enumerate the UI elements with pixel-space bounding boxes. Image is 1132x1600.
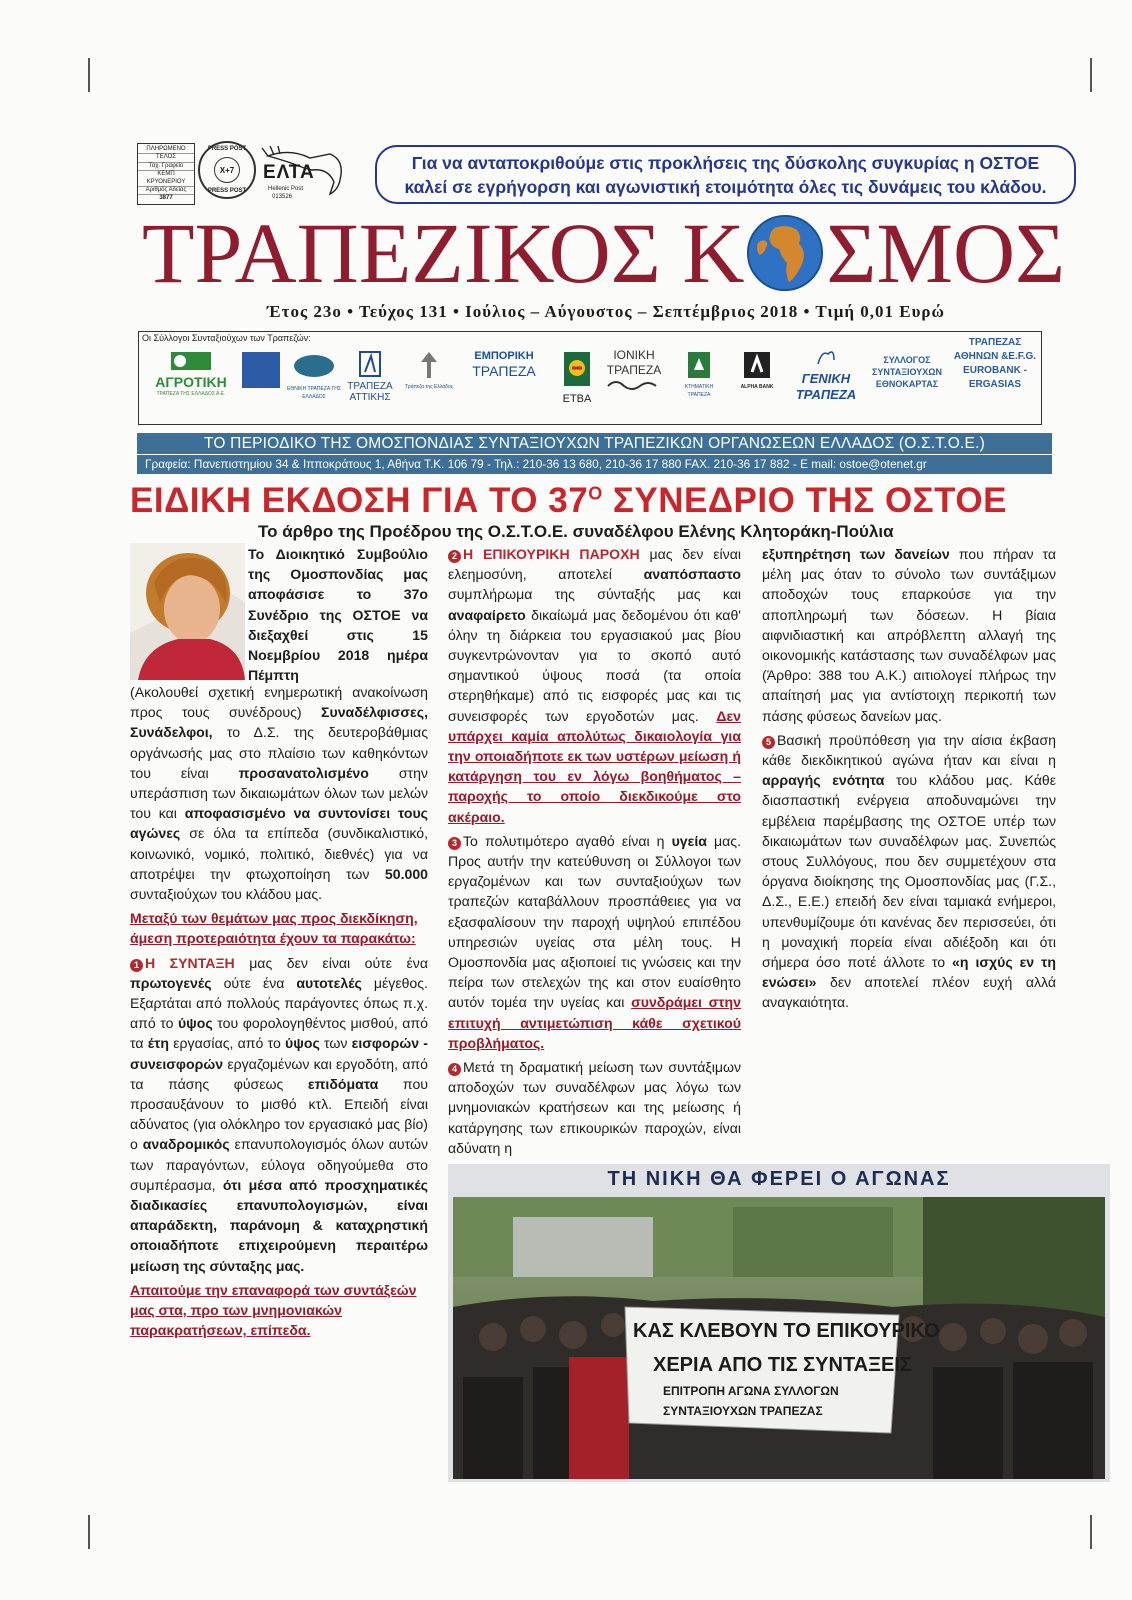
logo-ethnokarta (869, 354, 945, 390)
ktimatiki-icon (686, 350, 712, 380)
unions-caption: Οι Σύλλογοι Συνταξιούχων των Τραπεζών: (142, 333, 311, 343)
banner-text: ΕΠΙΤΡΟΠΗ ΑΓΩΝΑ ΣΥΛΛΟΓΩΝ (663, 1384, 839, 1398)
article-column-3 (762, 544, 1056, 1017)
logo-sub: ΤΡΑΠΕΖΑ (795, 387, 857, 402)
unions-logo-strip (138, 331, 1042, 425)
priority-heading: Μεταξύ των θεμάτων μας προς διεκδίκηση, άμεση προτεραιότητα έχουν τα παρακάτω: (130, 910, 418, 947)
logo-sub: ΚΤΗΜΑΤΙΚΗ ΤΡΑΠΕΖΑ (684, 384, 714, 398)
address-bar: Γραφεία: Πανεπιστημίου 34 & Ιπποκράτους 1, Αθήνα Τ.Κ. 106 79 - Τηλ.: 210-36 13 680, 210-36 17 880 FAX. 210-36 17 882 - E mail: ostoe@otenet.gr (137, 455, 1052, 474)
masthead (142, 205, 1066, 301)
number-3-icon: 3 (448, 837, 461, 850)
press-post-bottom: PRESS POST (207, 188, 247, 194)
logo-etva (557, 350, 597, 405)
logo-bank-of-greece (399, 350, 459, 391)
text-run: υγεία (671, 832, 707, 849)
text-run: δικαίωμά μας δεδομένου ότι καθ' όλην τη διάρκεια του εργασιακού μας βίου συγκεντρώνονταν για το σκοπό αυτό σημαντικού ύψους ποσά (τα οποία στερηθήκαμε) από τις εισφορές μας και τις συνεισφορές των εργοδοτών μας. (448, 606, 741, 724)
text-run: αυτοτελές (296, 974, 362, 991)
text-run: που πήραν τα μέλη μας όταν το σύνολο των συντάξιμων αποδοχών τους επαρκούσε για την αποπληρωμή των δόσεων. Η βίαια αιφνιδιαστική και απρόβλεπτη αλλαγή της οικονομικής κατάστασης των συναδέλφων μας (Άρθρο: 388 του Α.Κ.) αιτιολογεί πλήρως την απαίτησή μας για αντίστοιχη περικοπή των πάσης φύσεως δανείων μας. (762, 546, 1057, 724)
logo-title: ΕΜΠΟΡΙΚΗ (474, 350, 534, 362)
logo-ktimatiki (675, 350, 723, 399)
article-column-1-intro (248, 544, 428, 689)
logo-sub: ΤΡΑΠΕΖΑ ΤΗΣ ΕΛΛΑΔΟΣ Α.Ε. (156, 391, 226, 397)
intro-rest: (Ακολουθεί σχετική ενημερωτική ανακοίνωση προς τους συνέδρους) (130, 684, 428, 721)
logo-sub: ΤΡΑΠΕΖΑ (472, 363, 536, 379)
agrotiki-icon (171, 350, 211, 372)
stamp-line: 3877 (159, 195, 173, 202)
crop-mark (1090, 58, 1092, 92)
section-4-text: Μετά τη δραματική μείωση των συντάξιμων αποδοχών των συναδέλφων μας λόγω των μνημονιακών κρατήσεων και της μείωσης ή κατάργησης των επικουρικών παροχών, είναι αδύνατη η (448, 1059, 741, 1156)
masthead-part2: ΣΜΟΣ (826, 205, 1066, 301)
section-2-heading: Η ΕΠΙΚΟΥΡΙΚΗ ΠΑΡΟΧΗ (463, 546, 640, 562)
number-1-icon: 1 (130, 959, 143, 972)
logo-title: ΑΓΡΟΤΙΚΗ (155, 374, 227, 390)
logo-bank-2 (236, 350, 286, 393)
text-run: αρραγής ενότητα (762, 772, 885, 789)
text-run: αναφαίρετο (448, 606, 526, 623)
crop-mark (88, 58, 90, 92)
text-run: «η ισχύς εν τη ενώσει» (762, 954, 1056, 991)
text-run: Το πολυτιμότερο αγαθό είναι η (463, 832, 672, 849)
text-run: Βασική προϋπόθεση για την αίσια έκβαση κάθε διεκδικητικού αγώνα ήταν και είναι η (762, 731, 1056, 769)
article-byline: Το άρθρο της Προέδρου της Ο.Σ.Τ.Ο.Ε. συναδέλφου Ελένης Κλητοράκη-Πούλια (258, 522, 894, 541)
banner-line: Για να ανταποκριθούμε στις προκλήσεις της δύσκολης συγκυρίας η ΟΣΤΟΕ (411, 152, 1040, 173)
logo-title: ΓΕΝΙΚΗ (801, 371, 851, 386)
elta-code: 013526 (272, 194, 293, 200)
logo-alpha-bank (735, 350, 779, 391)
text-run: ούτε ένα (211, 974, 297, 991)
crop-mark (88, 1515, 90, 1549)
text-run: αναπόσπαστο (643, 566, 741, 583)
attiki-icon (357, 350, 383, 378)
text-run: μας. Προς αυτήν την κατεύθυνση οι Σύλλογοι των εργαζομένων και των συνταξιούχων των τραπεζών καταβάλλουν προσπάθειες για να εξασφαλίσουν την παροχή υψηλού επιπέδου υπηρεσιών υγείας στα μέλη τους. Η Ομοσπονδία μας αξιοποιεί τις γνώσεις και την πείρα των στελεχών της και στον ευαίσθητο αυτόν τομέα την υγείας και (448, 832, 741, 1011)
masthead-part1: ΤΡΑΠΕΖΙΚΟΣ Κ (142, 205, 745, 301)
stamp-line: Αριθμός Αδείας (138, 187, 194, 195)
headline-pre: ΕΙΔΙΚΗ ΕΚΔΟΣΗ ΓΙΑ ΤΟ 37 (130, 481, 589, 520)
elta-sub: Hellenic Post (268, 186, 304, 192)
text-run: που προσαυξάνουν το μισθό κτλ. Επειδή είναι αδύνατος (για ολόκληρο τον εργασιακό μας βίο) ο (130, 1075, 428, 1153)
logo-sub: ΤΡΑΠΕΖΑ (606, 363, 662, 377)
text-run: αναδρομικός (142, 1136, 230, 1153)
greeting: Συναδέλφισσες, Συνάδελφοι, (130, 704, 428, 741)
stamp-line: ΚΕΜΠ ΚΡΥΟΝΕΡΙΟΥ (138, 171, 194, 187)
text-run: εργαζομένων και εργοδότη, από τα πάσης φύσεως (130, 1055, 428, 1092)
text-run: των (319, 1035, 352, 1052)
logo-sub: ΕΘΝΙΚΗ ΤΡΑΠΕΖΑ ΤΗΣ ΕΛΛΑΔΟΣ (287, 386, 341, 400)
text-run: ότι μέσα από προσχηματικές διαδικασίες επανυπολογισμών, είναι απαράδεκτη, παράνομη & καταχρηστική οποιαδήποτε επιχειρούμενη περαιτέρω μείωση της σύνταξης μας. (130, 1176, 429, 1274)
elta-logo (260, 146, 360, 206)
text-run: σε όλα τα επίπεδα (συνδικαλιστικό, κοινωνικό, νομικό, πολιτικό, διεθνές) για να αποτρέψει την φτωχοποίηση των (130, 825, 428, 882)
bank-square-icon (238, 350, 284, 390)
top-banner (375, 145, 1076, 204)
press-post-seal (198, 141, 256, 199)
text-run: μας δεν είναι ελεημοσύνη, αποτελεί (448, 546, 741, 583)
elta-name: ΕΛΤΑ (263, 162, 315, 183)
banner-text: ΣΥΝΤΑΞΙΟΥΧΩΝ ΤΡΑΠΕΖΑΣ (663, 1404, 823, 1418)
banner-text: ΚΑΣ ΚΛΕΒΟΥΝ ΤΟ ΕΠΙΚΟΥΡΙΚΟ (633, 1320, 940, 1342)
issue-line: Έτος 23ο • Τεύχος 131 • Ιούλιος – Αύγουστος – Σεπτέμβριος 2018 • Τιμή 0,01 Ευρώ (267, 302, 945, 321)
article-column-2 (448, 544, 741, 1162)
text-run: προσανατολισμένο (238, 764, 369, 781)
logo-title: ΙΟΝΙΚΗ (613, 348, 655, 362)
logo-sub: Τράπεζα της Ελλάδος (404, 384, 454, 390)
president-portrait-photo (130, 543, 245, 680)
text-run: πρωτογενές (130, 974, 212, 991)
text-run: το Δ.Σ. της δευτεροβάθμιας οργάνωσής μας στο πλαίσιο των καθηκόντων του είναι (130, 724, 428, 781)
text-run: ύψος (177, 1015, 213, 1032)
section-1-demand: Απαιτούμε την επαναφορά των συντάξεών μας στα, προ των μνημονιακών παρακρατήσεων, επίπεδα. (130, 1281, 417, 1339)
wave-icon (604, 378, 664, 392)
protest-photo (453, 1197, 1105, 1479)
press-post-center: X+7 (214, 157, 240, 183)
text-run: δεν αποτελεί πλέον ευχή αλλά αναγκαιότητα. (762, 974, 1056, 1011)
text-run: ύψος (285, 1035, 320, 1052)
text-run: εργασίας, από το (169, 1035, 286, 1052)
section-2-emphasis: Δεν υπάρχει καμία απολύτως δικαιολογία για την οποιαδήποτε εκ των υστέρων μείωση ή κατάργηση του εν λόγω βοηθήματος – παροχής το οποίο διεκδικούμε στο ακέραιο. (448, 707, 741, 825)
stamp-line: ΤΕΛΟΣ (138, 154, 194, 162)
text-run: συνταξιούχων του κλάδου μας. (130, 886, 323, 903)
headline-post: ΣΥΝΕΔΡΙΟ ΤΗΣ ΟΣΤΟΕ (602, 481, 1007, 520)
text-run: επανυπολογισμός όλων αυτών των παραγόντων, εύλογα οδηγούμεθα στο συμπέρασμα, (130, 1136, 429, 1193)
logo-agrotiki (147, 350, 235, 398)
text-run: αποφασισμένο να συντονίσει τους αγώνες (130, 805, 428, 842)
text-run: εξυπηρέτηση των δανείων (762, 546, 950, 562)
bank-of-greece-icon (417, 350, 441, 380)
special-edition-headline (130, 481, 1060, 521)
logo-eurobank (947, 336, 1043, 392)
number-4-icon: 4 (448, 1063, 461, 1076)
logo-title: ΤΡΑΠΕΖΑ ΑΤΤΙΚΗΣ (347, 381, 393, 403)
section-1-heading: Η ΣΥΝΤΑΞΗ (145, 954, 235, 971)
portrait-image (130, 543, 245, 680)
logo-ioniki (599, 348, 669, 395)
logo-title: ΣΥΛΛΟΓΟΣ ΣΥΝΤΑΞΙΟΥΧΩΝ ΕΘΝΟΚΑΡΤΑΣ (872, 355, 942, 389)
stamp-line: ΠΛΗΡΩΜΕΝΟ (138, 146, 194, 154)
text-run: στην υπεράσπιση των δικαιωμάτων όλων των μελών του και (130, 764, 428, 822)
logo-geniki (787, 346, 865, 403)
text-run: 50.000 (384, 865, 428, 882)
logo-sub: ALPHA BANK (740, 384, 774, 390)
logo-title: ΕΤΒΑ (562, 393, 592, 405)
intro-bold: Το Διοικητικό Συμβούλιο της Ομοσπονδίας μας αποφάσισε το 37ο Συνέδριο της ΟΣΤΟΕ να διεξαχθεί στις 15 Νοεμβρίου 2018 ημέρα Πέμπτη (248, 546, 428, 684)
number-2-icon: 2 (448, 550, 461, 563)
logo-emporiki (465, 350, 543, 380)
banner-line: καλεί σε εγρήγορση και αγωνιστική ετοιμότητα όλες τις δυνάμεις του κλάδου. (404, 176, 1047, 197)
text-run: επιδόματα (307, 1075, 379, 1092)
section-3-emphasis: συνδράμει στην επιτυχή αντιμετώπιση κάθε σχετικού προβλήματος. (448, 994, 741, 1051)
text-run: μέγεθος. Εξαρτάται από πολλούς παράγοντες όπως π.χ. από το (130, 974, 428, 1032)
protest-photo-box (448, 1164, 1110, 1482)
crowd-image (453, 1197, 1105, 1479)
crop-mark (1090, 1515, 1092, 1549)
text-run: του κλάδου μας. Κάθε διασπαστική ενέργεια αποδυναμώνει την εμβέλεια παρέμβασης της ΟΣΤΟΕ υπέρ των δικαιωμάτων των συναδέλφων μας. Συνεπώς στους Συλλόγους, που δεν συμμετέχουν στα όργανα διοίκησης της Ομοσπονδίας μας (Γ.Σ., Δ.Σ., Ε.Ε.) επειδή δεν είναι ταμιακά ενήμεροι, υπενθυμίζουμε ότι κανένας δεν περισσεύει, ότι η μοναχική πορεία είναι αδιέξοδη και ότι σήμερα όσο ποτέ άλλοτε το (762, 772, 1056, 971)
banner-text: ΧΕΡΙΑ ΑΠΟ ΤΙΣ ΣΥΝΤΑΞΕΙΣ (653, 1354, 912, 1376)
federation-bar: ΤΟ ΠΕΡΙΟΔΙΚΟ ΤΗΣ ΟΜΟΣΠΟΝΔΙΑΣ ΣΥΝΤΑΞΙΟΥΧΩΝ ΤΡΑΠΕΖΙΚΩΝ ΟΡΓΑΝΩΣΕΩΝ ΕΛΛΑΔΟΣ (Ο.Σ.Τ.Ο.Ε.) (137, 433, 1052, 454)
alpha-bank-icon (742, 350, 772, 380)
photo-title: ΤΗ ΝΙΚΗ ΘΑ ΦΕΡΕΙ Ο ΑΓΩΝΑΣ (607, 1168, 951, 1190)
etva-icon (562, 350, 592, 390)
headline-sup: Ο (588, 483, 603, 504)
ethniki-icon (291, 350, 337, 382)
postage-paid-stamp (137, 143, 195, 205)
text-run: του φορολογηθέντος μισθού, από τα (130, 1015, 428, 1052)
article-column-1 (130, 682, 428, 1345)
number-5-icon: 5 (762, 736, 775, 749)
logo-attiki (345, 350, 395, 403)
text-run: έτη (147, 1035, 170, 1052)
text-run: μας δεν είναι ούτε ένα (234, 954, 428, 971)
stamp-line: Ταχ. Γραφείο (138, 163, 194, 171)
logo-title: ΤΡΑΠΕΖΑΣ ΑΘΗΝΩΝ &E.F.G. EUROBANK - ERGASIAS (953, 337, 1037, 390)
globe-icon (746, 214, 824, 292)
logo-ethniki (287, 350, 341, 401)
geniki-icon (814, 346, 838, 368)
text-run: συμπλήρωμα της σύνταξής μας και (448, 586, 741, 603)
press-post-top: PRESS POST (207, 146, 247, 152)
text-run: εισφορών - συνεισφορών (130, 1035, 428, 1072)
